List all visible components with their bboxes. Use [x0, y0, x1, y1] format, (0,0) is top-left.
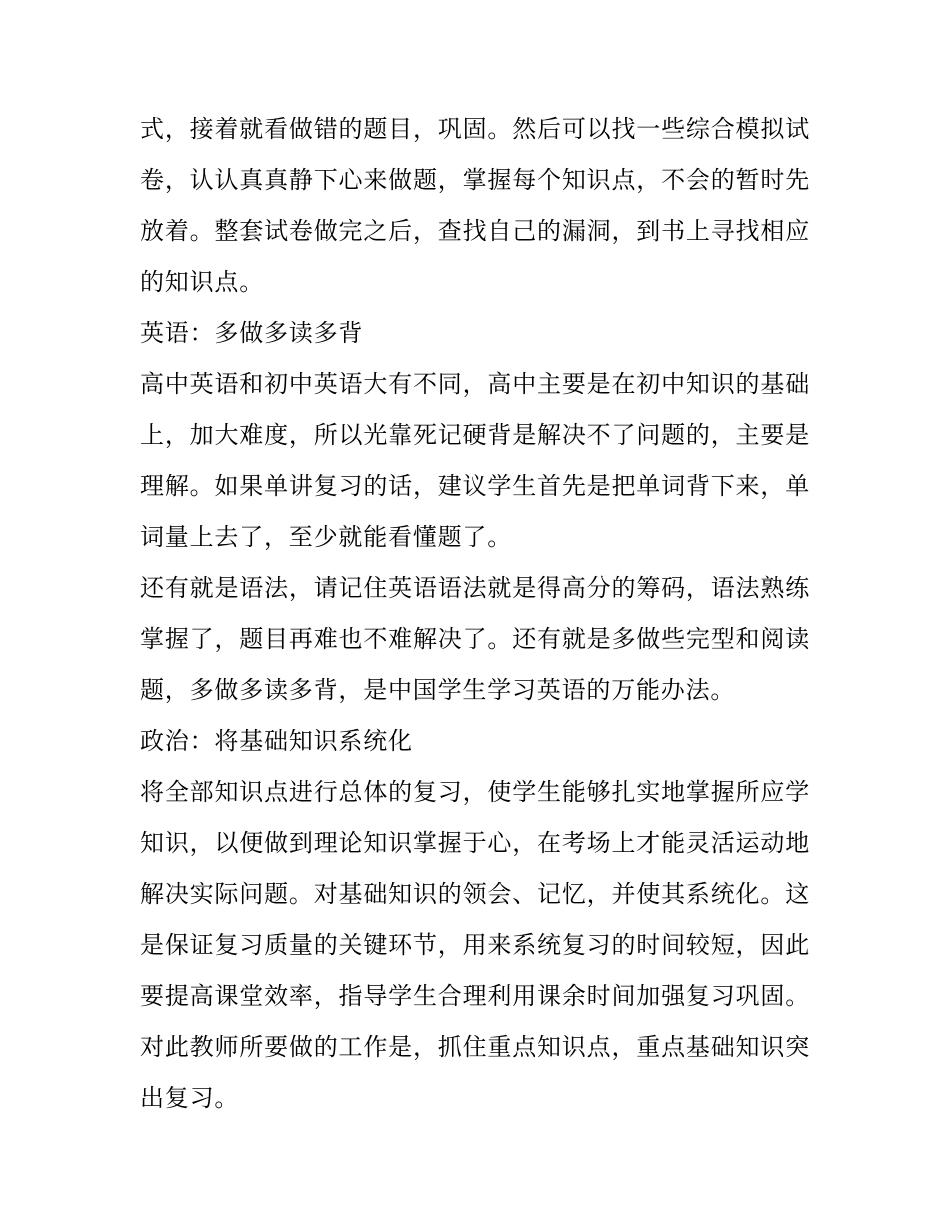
paragraph-line: 高中英语和初中英语大有不同，高中主要是在初中知识的基础 — [140, 370, 810, 398]
paragraph-line: 放着。整套试卷做完之后，查找自己的漏洞，到书上寻找相应 — [140, 217, 810, 245]
paragraph-line: 的知识点。 — [140, 268, 264, 296]
paragraph-line: 出复习。 — [140, 1084, 240, 1112]
section-heading-politics: 政治：将基础知识系统化 — [140, 727, 413, 755]
paragraph-line: 理解。如果单讲复习的话，建议学生首先是把单词背下来，单 — [140, 472, 810, 500]
paragraph-line: 上，加大难度，所以光靠死记硬背是解决不了问题的，主要是 — [140, 421, 810, 449]
document-body — [140, 104, 810, 1124]
paragraph-line: 是保证复习质量的关键环节，用来系统复习的时间较短，因此 — [140, 931, 810, 959]
paragraph-line: 掌握了，题目再难也不难解决了。还有就是多做些完型和阅读 — [140, 625, 810, 653]
section-heading-english: 英语：多做多读多背 — [140, 319, 364, 347]
paragraph-line: 式，接着就看做错的题目，巩固。然后可以找一些综合模拟试 — [140, 115, 810, 143]
paragraph-line: 解决实际问题。对基础知识的领会、记忆，并使其系统化。这 — [140, 880, 810, 908]
paragraph-line: 题，多做多读多背，是中国学生学习英语的万能办法。 — [140, 676, 736, 704]
paragraph-line: 将全部知识点进行总体的复习，使学生能够扎实地掌握所应学 — [140, 778, 810, 806]
paragraph-line: 对此教师所要做的工作是，抓住重点知识点，重点基础知识突 — [140, 1033, 810, 1061]
paragraph-line: 知识，以便做到理论知识掌握于心，在考场上才能灵活运动地 — [140, 829, 810, 857]
paragraph-line: 还有就是语法，请记住英语语法就是得高分的筹码，语法熟练 — [140, 574, 810, 602]
paragraph-line: 卷，认认真真静下心来做题，掌握每个知识点，不会的暂时先 — [140, 166, 810, 194]
paragraph-line: 要提高课堂效率，指导学生合理利用课余时间加强复习巩固。 — [140, 982, 810, 1010]
paragraph-line: 词量上去了，至少就能看懂题了。 — [140, 523, 512, 551]
